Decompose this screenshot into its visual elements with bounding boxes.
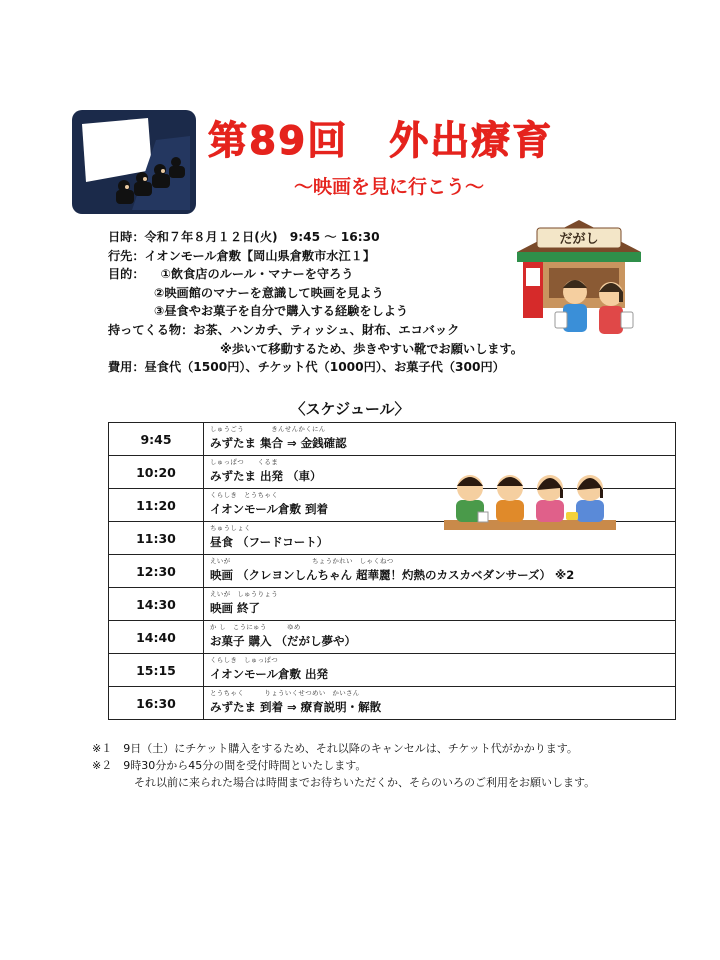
schedule-time: 9:45 bbox=[109, 423, 204, 456]
event-info bbox=[108, 228, 538, 377]
page-title: 第89回 外出療育 bbox=[208, 119, 554, 164]
schedule-time: 16:30 bbox=[109, 687, 204, 720]
schedule-time: 11:20 bbox=[109, 489, 204, 522]
schedule-time: 14:40 bbox=[109, 621, 204, 654]
info-purpose-3: ③昼食やお菓子を自分で購入する経験をしよう bbox=[154, 304, 409, 319]
schedule-activity: 昼食 （フードコート） bbox=[210, 535, 329, 549]
cinema-illustration bbox=[72, 110, 196, 214]
note-2: ※２ 9時30分から45分の間を受付時間といたします。 bbox=[92, 759, 367, 772]
info-purpose-label: 目的： bbox=[108, 267, 145, 282]
info-date: 日時：令和７年８月１２日(火) 9:45 ～ 16:30 bbox=[108, 230, 380, 244]
info-cost: 費用：昼食代（1500円）、チケット代（1000円）、お菓子代（300円） bbox=[108, 360, 505, 375]
schedule-activity: みずたま 集合 ⇒ 金銭確認 bbox=[210, 436, 347, 450]
schedule-activity: イオンモール倉敷 到着 bbox=[210, 502, 328, 516]
schedule-activity: イオンモール倉敷 出発 bbox=[210, 667, 328, 681]
furigana: えいが ちょうかれい しゃくねつ bbox=[210, 557, 394, 565]
schedule-activity-cell bbox=[204, 555, 676, 588]
furigana: とうちゃく りょういくせつめい かいさん bbox=[210, 689, 360, 697]
note-2-continued: それ以前に来られた場合は時間までお待ちいただくか、そらのいろのご利用をお願いします。 bbox=[134, 776, 596, 789]
table-row bbox=[109, 654, 676, 687]
schedule-heading: 〈スケジュール〉 bbox=[290, 400, 410, 418]
furigana: か し こうにゅう ゆめ bbox=[210, 623, 301, 631]
furigana: しゅうごう きんせんかくにん bbox=[210, 425, 326, 433]
notes bbox=[92, 740, 595, 791]
schedule-activity: 映画 （クレヨンしんちゃん 超華麗！灼熱のカスカベダンサーズ） ※2 bbox=[210, 568, 575, 582]
info-purpose-1: ①飲食店のルール・マナーを守ろう bbox=[160, 267, 354, 282]
schedule-time: 10:20 bbox=[109, 456, 204, 489]
note-1: ※１ 9日（土）にチケット購入をするため、それ以降のキャンセルは、チケット代がかかります。 bbox=[92, 742, 578, 755]
children-eating-illustration bbox=[444, 464, 616, 540]
schedule-time: 11:30 bbox=[109, 522, 204, 555]
info-purpose-2: ②映画館のマナーを意識して映画を見よう bbox=[154, 285, 384, 300]
table-row bbox=[109, 621, 676, 654]
schedule-activity: 映画 終了 bbox=[210, 601, 261, 615]
schedule-activity: みずたま 出発 （車） bbox=[210, 469, 322, 483]
info-destination: 行先：イオンモール倉敷【岡山県倉敷市水江１】 bbox=[108, 248, 376, 263]
schedule-activity-cell bbox=[204, 423, 676, 456]
schedule-activity: みずたま 到着 ⇒ 療育説明・解散 bbox=[210, 700, 382, 714]
table-row bbox=[109, 687, 676, 720]
candy-shop-illustration bbox=[515, 212, 643, 342]
info-purpose-row bbox=[108, 265, 538, 284]
schedule-time: 12:30 bbox=[109, 555, 204, 588]
schedule-activity-cell bbox=[204, 621, 676, 654]
furigana: くらしき しゅっぱつ bbox=[210, 656, 278, 664]
shop-sign-text: だがし bbox=[559, 232, 599, 247]
table-row bbox=[109, 555, 676, 588]
furigana: ちゅうしょく bbox=[210, 524, 251, 532]
furigana: しゅっぱつ くるま bbox=[210, 458, 278, 466]
info-bring-note: ※歩いて移動するため、歩きやすい靴でお願いします。 bbox=[220, 341, 523, 356]
page-subtitle: ～映画を見に行こう～ bbox=[294, 176, 485, 198]
table-row bbox=[109, 423, 676, 456]
schedule-activity: お菓子 購入 （だがし夢や） bbox=[210, 634, 357, 648]
table-row bbox=[109, 588, 676, 621]
schedule-time: 15:15 bbox=[109, 654, 204, 687]
schedule-activity-cell bbox=[204, 588, 676, 621]
schedule-activity-cell bbox=[204, 687, 676, 720]
furigana: えいが しゅうりょう bbox=[210, 590, 278, 598]
schedule-activity-cell bbox=[204, 654, 676, 687]
schedule-time: 14:30 bbox=[109, 588, 204, 621]
furigana: くらしき とうちゃく bbox=[210, 491, 278, 499]
info-bring: 持ってくる物：お茶、ハンカチ、ティッシュ、財布、エコバック bbox=[108, 322, 460, 337]
